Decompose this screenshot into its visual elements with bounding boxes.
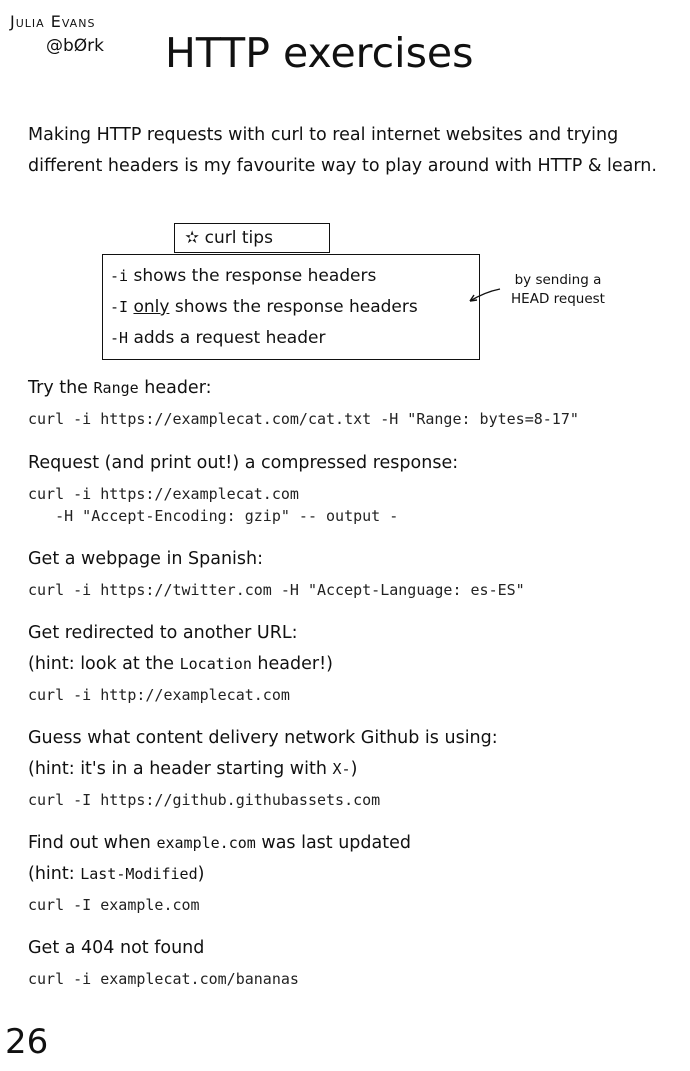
tip-emphasis: only [133, 297, 170, 317]
hint-text: (hint: it's in a header starting with [28, 759, 333, 779]
prompt-text: was last updated [255, 833, 411, 853]
exercise-prompt [28, 829, 411, 857]
hint-text: ) [197, 864, 205, 884]
exercise-prompt: Guess what content delivery network Github is using: [28, 728, 498, 748]
exercise-prompt: Request (and print out!) a compressed response: [28, 453, 459, 473]
author-name: Julia Evans [10, 12, 96, 31]
star-icon: ✫ [185, 228, 200, 248]
intro-paragraph: Making HTTP requests with curl to real internet websites and trying different headers is my favourite way to play around with HTTP & learn. [28, 125, 657, 176]
head-request-note: by sending a HEAD request [511, 272, 605, 307]
exercise-command: curl -i https://examplecat.com [28, 485, 299, 503]
curl-tips-label [174, 223, 330, 253]
prompt-text: Find out when [28, 833, 157, 853]
prompt-text: Try the [28, 378, 94, 398]
exercise-command: curl -I https://github.githubassets.com [28, 791, 381, 809]
curl-tips-box [102, 254, 480, 360]
tip-item [110, 261, 479, 292]
tip-text: adds a request header [133, 328, 326, 348]
tip-flag: -H [110, 329, 129, 347]
tip-flag: -i [110, 267, 129, 285]
tip-text: shows the response headers [174, 297, 418, 317]
exercise-prompt [28, 374, 211, 402]
tip-text: shows the response headers [133, 266, 377, 286]
author-handle: @bØrk [46, 36, 105, 56]
page-title: HTTP exercises [165, 29, 474, 77]
hint-text: header!) [251, 654, 333, 674]
prompt-code: Range [93, 379, 139, 397]
exercise-command: curl -i https://twitter.com -H "Accept-Language: es-ES" [28, 581, 525, 599]
exercise-command: curl -i examplecat.com/bananas [28, 970, 299, 988]
exercise-hint [28, 755, 357, 783]
hint-code: Last-Modified [80, 865, 198, 883]
page-number: 26 [5, 1022, 49, 1062]
exercise-command: curl -i http://examplecat.com [28, 686, 290, 704]
hint-text: ) [350, 759, 358, 779]
exercise-prompt: Get redirected to another URL: [28, 623, 298, 643]
tip-item [110, 323, 479, 354]
prompt-code: example.com [156, 834, 256, 852]
arrow-icon [466, 285, 502, 305]
hint-code: Location [179, 655, 252, 673]
exercise-prompt: Get a webpage in Spanish: [28, 549, 264, 569]
exercise-command: -H "Accept-Encoding: gzip" -- output - [28, 507, 399, 525]
exercise-hint [28, 650, 333, 678]
hint-text: (hint: [28, 864, 81, 884]
exercise-hint [28, 860, 204, 888]
exercise-command: curl -I example.com [28, 896, 200, 914]
hint-code: X- [332, 760, 351, 778]
exercise-prompt: Get a 404 not found [28, 938, 205, 958]
hint-text: (hint: look at the [28, 654, 180, 674]
curl-tips-label-text: curl tips [204, 228, 273, 248]
exercise-command: curl -i https://examplecat.com/cat.txt -H "Range: bytes=8-17" [28, 410, 579, 428]
prompt-text: header: [138, 378, 212, 398]
tip-item [110, 292, 479, 323]
tip-flag: -I [110, 298, 129, 316]
